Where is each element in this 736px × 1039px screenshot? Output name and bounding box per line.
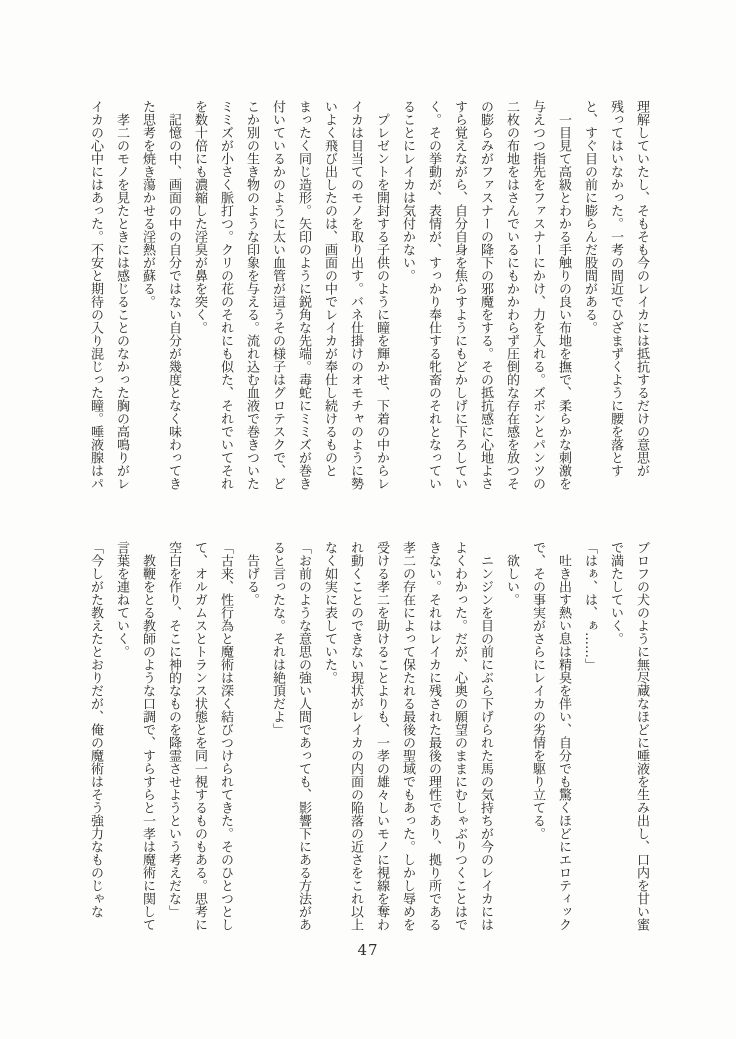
text-tier-top bbox=[76, 100, 654, 493]
text-tier-bottom bbox=[76, 541, 654, 934]
paragraph: 欲しい。 bbox=[504, 554, 519, 606]
paragraph: 記憶の中、画面の中の自分ではない自分が幾度となく味わってきた思考を焼き蕩かせる淫熱が蘇る。 bbox=[140, 100, 181, 490]
paragraph: 吐き出す熱い息は精臭を伴い、自分でも驚くほどにエロティックで、その事実がさらにレイカの劣情を駆り立てる。 bbox=[530, 541, 571, 931]
paragraph: 教鞭をとる教師のような口調で、すらすらと一孝は魔術に関して言葉を連ねていく。 bbox=[114, 541, 155, 931]
paragraph: 告げる。 bbox=[244, 554, 259, 606]
paragraph: 理解していたし、そもそも今のレイカには抵抗するだけの意思が残ってはいなかった。一考の間近でひざまずくように腰を落とすと、すぐ目の前に膨らんだ股間がある。 bbox=[582, 100, 649, 477]
dialogue-paragraph: 「お前のような意思の強い人間であっても、影響下にある方法があると言ったな。それは絶頂だよ」 bbox=[270, 541, 311, 931]
paragraph: プレゼントを開封する子供のように瞳を輝かせ、下着の中からレイカは目当てのモノを取り出す。バネ仕掛けのオモチャのように勢いよく飛び出したのは、画面の中でレイカが奉仕し続けるものとまったく同じ造形。矢印のように鋭角な先端。毒蛇にミミズが巻き付いているかのように太い血管が這うその様子はグロテスクで、どこか別の生き物のような印象を与える。流れ込む血液で巻きついたミミズが小さく脈打つ。クリの花のそれにも似た、それでいてそれを数十倍にも濃縮した淫臭が鼻を突く。 bbox=[192, 100, 389, 490]
page-number: 47 bbox=[357, 941, 379, 959]
paragraph: ブロフの犬のように無尽蔵なほどに唾液を生み出し、口内を甘い蜜で満たしていく。 bbox=[608, 541, 649, 931]
dialogue-paragraph: 「今しがた教えたとおりだが、俺の魔術はそう強力なものじゃな bbox=[88, 541, 103, 918]
paragraph: ニンジンを目の前にぶら下げられた馬の気持ちが今のレイカにはよくわかった。だが、心奥の願望のままにむしゃぶりつくことはできない。それはレイカに残された最後の理性であり、拠り所である孝二の存在によって保たれる最後の聖域でもあった。しかし辱めを受ける孝二を助けることよりも、一孝の雄々しいモノに視線を奪われ動くことのできない現状がレイカの内面の陥落の近さをこれ以上なく如実に表していた。 bbox=[322, 541, 493, 931]
dialogue-paragraph: 「古来、性行為と魔術は深く結びつけられてきた。そのひとつとして、オルガムスとトランス状態とを同一視するものもある。思考に空白を作り、そこに神的なものを降霊させようという考えだな」 bbox=[166, 541, 233, 931]
paragraph: 孝二のモノを見たときには感じることのなかった胸の高鳴りがレイカの心中にはあった。不安と期待の入り混じった瞳。唾液腺はパ bbox=[88, 100, 129, 490]
dialogue-paragraph: 「はぁ、は、ぁ……」 bbox=[582, 541, 597, 671]
paragraph: 一目見て高級とわかる手触りの良い布地を撫で、柔らかな刺激を与えつつ指先をファスナーにかけ、力を入れる。ズボンとパンツの二枚の布地をはさんでいるにもかかわらず圧倒的な存在感を放つその膨らみがファスナーの降下の邪魔をする。その抵抗感に心地よさすら覚えながら、自分自身を焦らすようにもどかしげに下ろしていく。その挙動が、表情が、すっかり奉仕する牝畜のそれとなっていることにレイカは気付かない。 bbox=[400, 100, 571, 490]
